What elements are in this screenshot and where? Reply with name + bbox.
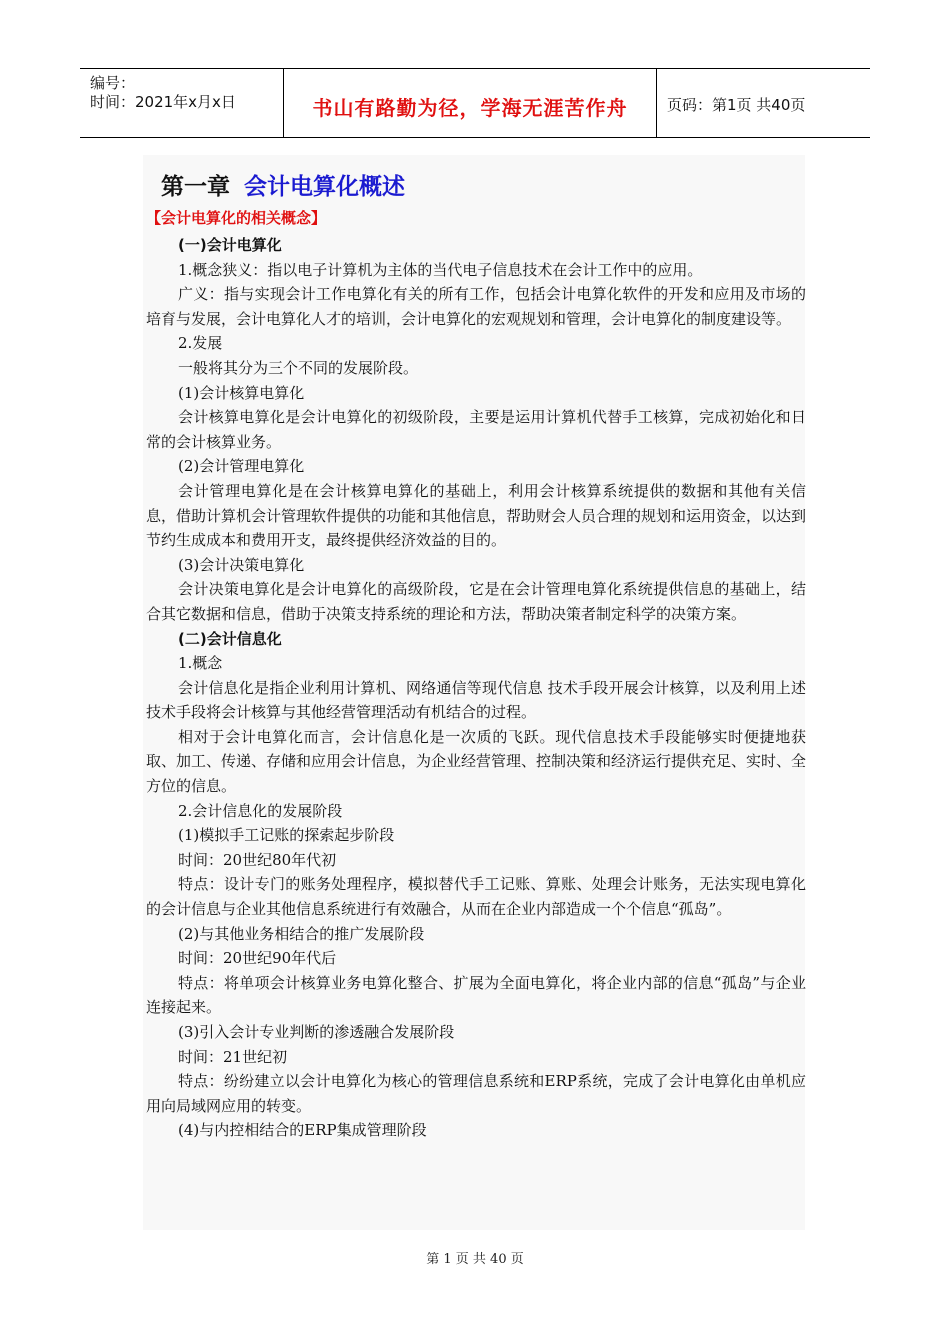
motto: 书山有路勤为径，学海无涯苦作舟 — [312, 96, 628, 120]
paragraph: 时间：20世纪80年代初 — [178, 850, 337, 869]
body-text — [146, 233, 806, 1143]
paragraph: (2)会计管理电算化 — [178, 457, 305, 476]
paragraph: 1.概念 — [178, 654, 223, 673]
subsection-heading: (一)会计电算化 — [178, 236, 282, 254]
paragraph: 会计核算电算化是会计电算化的初级阶段，主要是运用计算机代替手工核算，完成初始化和日常的会计核算业务。 — [146, 408, 806, 451]
paragraph: (3)引入会计专业判断的渗透融合发展阶段 — [178, 1023, 455, 1041]
paragraph: 2.发展 — [178, 334, 223, 353]
chapter-title: 会计电算化概述 — [244, 174, 405, 200]
paragraph: 广义：指与实现会计工作电算化有关的所有工作，包括会计电算化软件的开发和应用及市场的培育与发展，会计电算化人才的培训，会计电算化的宏观规划和管理，会计电算化的制度建设等。 — [146, 285, 806, 328]
time-label: 时间：2021年x月x日 — [90, 93, 236, 111]
chapter-number: 第一章 — [161, 174, 230, 200]
paragraph: 一般将其分为三个不同的发展阶段。 — [178, 358, 419, 377]
paragraph: 会计信息化是指企业利用计算机、网络通信等现代信息 技术手段开展会计核算，以及利用上述技术手段将会计核算与其他经营管理活动有机结合的过程。 — [146, 678, 806, 722]
paragraph: (4)与内控相结合的ERP集成管理阶段 — [178, 1121, 427, 1140]
paragraph: 相对于会计电算化而言，会计信息化是一次质的飞跃。现代信息技术手段能够实时便捷地获取、加工、传递、存储和应用会计信息，为企业经营管理、控制决策和经济运行提供充足、实时、全方位的信息。 — [146, 727, 807, 796]
paragraph: 2.会计信息化的发展阶段 — [178, 801, 343, 820]
paragraph: 会计管理电算化是在会计核算电算化的基础上，利用会计核算系统提供的数据和其他有关信息，借助计算机会计管理软件提供的功能和其他信息，帮助财会人员合理的规划和运用资金，以达到节约生成成本和费用开支，最终提供经济效益的目的。 — [146, 481, 807, 550]
paragraph: (3)会计决策电算化 — [178, 555, 305, 574]
paragraph: 1.概念狭义：指以电子计算机为主体的当代电子信息技术在会计工作中的应用。 — [178, 260, 703, 279]
paragraph: 特点：设计专门的账务处理程序，模拟替代手工记账、算账、处理会计账务，无法实现电算化的会计信息与企业其他信息系统进行有效融合，从而在企业内部造成一个个信息“孤岛”。 — [146, 875, 806, 919]
paragraph: (2)与其他业务相结合的推广发展阶段 — [178, 924, 425, 943]
section-title: 【会计电算化的相关概念】 — [146, 209, 327, 227]
paragraph: 特点：纷纷建立以会计电算化为核心的管理信息系统和ERP系统，完成了会计电算化由单机应用向局域网应用的转变。 — [146, 1072, 806, 1115]
document-header — [80, 68, 870, 138]
header-info-cell — [80, 69, 284, 137]
page-footer: 第 1 页 共 40 页 — [426, 1252, 524, 1267]
paragraph: 会计决策电算化是会计电算化的高级阶段，它是在会计管理电算化系统提供信息的基础上，结合其它数据和信息，借助于决策支持系统的理论和方法，帮助决策者制定科学的决策方案。 — [146, 580, 806, 623]
paragraph: 时间：21世纪初 — [178, 1047, 288, 1066]
subsection-heading: (二)会计信息化 — [178, 629, 282, 648]
paragraph: (1)模拟手工记账的探索起步阶段 — [178, 826, 395, 845]
chapter-heading — [161, 168, 405, 201]
page-info: 页码：第1页 共40页 — [667, 96, 806, 114]
number-label: 编号： — [90, 74, 136, 92]
paragraph: 特点：将单项会计核算业务电算化整合、扩展为全面电算化，将企业内部的信息“孤岛”与企业连接起来。 — [146, 973, 806, 1017]
header-page-cell — [657, 69, 870, 137]
paragraph: 时间：20世纪90年代后 — [178, 949, 337, 968]
paragraph: (1)会计核算电算化 — [178, 383, 305, 402]
header-motto-cell — [284, 69, 657, 137]
